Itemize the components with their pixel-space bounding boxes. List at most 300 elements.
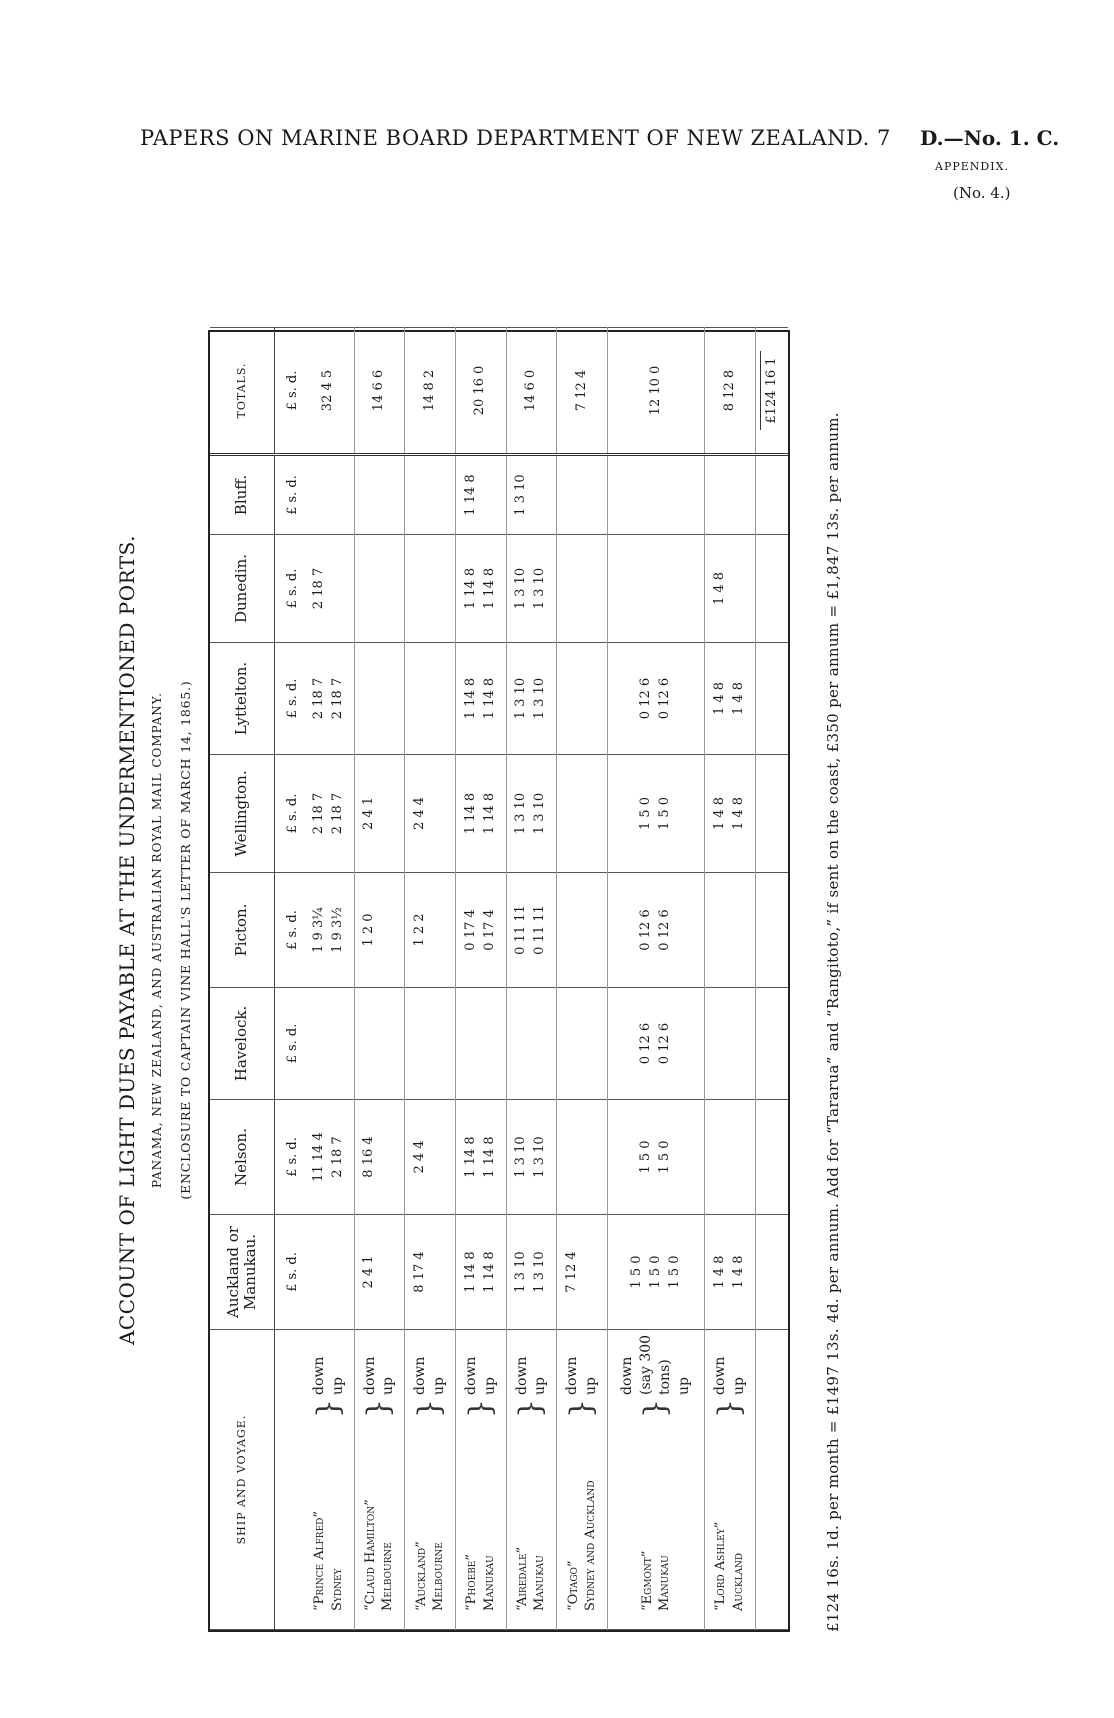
ship-route: Manukau: [532, 1555, 548, 1611]
dues-cell-havelock: [506, 988, 557, 1100]
dues-value: 2 4 4: [412, 1140, 428, 1174]
units-label: £ s. d.: [275, 328, 305, 455]
dues-value: 1 9 3½: [329, 907, 345, 953]
dues-cell-nelson: [354, 1100, 405, 1215]
dues-value: 2 4 1: [361, 1255, 377, 1289]
dues-cell-auckland: [506, 1215, 557, 1330]
dues-value: 1 3 10: [532, 1251, 548, 1293]
ship-voyage-cell: [455, 1330, 506, 1630]
dues-value: [582, 644, 601, 753]
dues-value: [656, 536, 675, 641]
dues-value: 8 17 4: [412, 1251, 428, 1293]
light-dues-table: [208, 330, 790, 1632]
brace-glyph: }: [310, 1399, 346, 1419]
dues-value: 1 5 0: [638, 1140, 654, 1174]
dues-value: 1 3 10: [532, 1136, 548, 1178]
dues-value: [531, 989, 550, 1098]
dues-value: 1 14 8: [462, 567, 478, 610]
dues-value: [582, 1101, 601, 1213]
dues-cell-bluff: [304, 455, 354, 535]
dues-value: [730, 989, 749, 1098]
row-total: 8 12 8: [705, 328, 756, 455]
ship-name: “Claud Hamilton”: [362, 1499, 378, 1611]
dues-value: [563, 1101, 582, 1213]
dues-cell-bluff: [354, 455, 405, 535]
ship-route: Auckland: [731, 1552, 746, 1611]
dues-value: [329, 457, 348, 533]
dues-value: [582, 536, 601, 641]
dues-value: 1 14 8: [481, 677, 497, 720]
dues-value: 2 4 4: [412, 796, 428, 831]
dues-cell-auckland: [304, 1215, 354, 1330]
units-label: £ s. d.: [275, 1100, 305, 1215]
ship-route: Sydney and Auckland: [583, 1480, 599, 1611]
dues-value: [637, 536, 656, 641]
dues-value: 2 18 7: [310, 567, 326, 610]
header-nelson: Nelson.: [210, 1100, 275, 1215]
dues-value: 1 14 8: [462, 1251, 478, 1293]
dues-value: [379, 1216, 398, 1328]
dues-value: 1 14 8: [481, 1136, 497, 1178]
units-row: [275, 328, 305, 1630]
header-auckland: Auckland or Manukau.: [210, 1215, 275, 1330]
blank-cell: [755, 535, 788, 643]
dues-cell-wellington: [557, 755, 608, 873]
ship-voyage-cell: [557, 1330, 608, 1630]
dues-value: 1 14 8: [462, 1136, 478, 1178]
blank-cell: [755, 1215, 788, 1330]
dues-value: 2 18 7: [310, 792, 326, 835]
ship-name: “Auckland”: [413, 1541, 429, 1611]
dues-cell-havelock: [354, 988, 405, 1100]
dues-value: [411, 536, 430, 641]
dues-value: [637, 457, 656, 533]
dues-value: [730, 1101, 749, 1213]
units-label: £ s. d.: [275, 988, 305, 1100]
dues-cell-lyttelton: [506, 643, 557, 755]
dues-value: 1 14 8: [481, 567, 497, 610]
dues-value: [430, 536, 449, 641]
dues-cell-dunedin: [608, 535, 705, 643]
dues-value: 7 12 4: [564, 1251, 580, 1293]
header-picton: Picton.: [210, 873, 275, 988]
dues-value: 0 12 6: [638, 1022, 654, 1065]
dues-value: [379, 756, 398, 871]
grand-total: £124 16 1: [760, 351, 784, 429]
dues-cell-dunedin: [455, 535, 506, 643]
units-label: £ s. d.: [275, 873, 305, 988]
dues-value: [730, 457, 749, 533]
appendix-number: (No. 4.): [953, 184, 1011, 202]
dues-value: 1 5 0: [647, 1255, 663, 1289]
dues-value: 0 12 6: [657, 909, 673, 951]
dues-cell-auckland: [354, 1215, 405, 1330]
brace-glyph: }: [361, 1399, 397, 1419]
dues-cell-havelock: [608, 988, 705, 1100]
dues-cell-wellington: [304, 755, 354, 873]
row-total: 14 8 2: [405, 328, 456, 455]
dues-value: [711, 874, 730, 986]
table-body: [275, 328, 789, 1630]
dues-cell-bluff: [455, 455, 506, 535]
dues-cell-picton: [354, 873, 405, 988]
dues-value: [411, 989, 430, 1098]
dues-cell-wellington: [354, 755, 405, 873]
dues-value: 1 5 0: [666, 1255, 682, 1289]
ship-route: Manukau: [481, 1555, 497, 1611]
dues-value: 1 5 0: [638, 796, 654, 831]
units-label: £ s. d.: [275, 455, 305, 535]
dues-cell-dunedin: [705, 535, 756, 643]
dues-cell-auckland: [557, 1215, 608, 1330]
dues-value: [582, 756, 601, 871]
dues-cell-picton: [506, 873, 557, 988]
dues-value: [430, 644, 449, 753]
dues-value: 2 4 1: [361, 796, 377, 831]
table-row: [304, 328, 354, 1630]
direction-down: down: [513, 1356, 530, 1395]
units-blank: [275, 1330, 305, 1630]
ship-voyage-cell: [354, 1330, 405, 1630]
dues-value: 1 4 8: [712, 571, 727, 606]
dues-value: [563, 644, 582, 753]
dues-value: [329, 989, 348, 1098]
row-total: 32 4 5: [304, 328, 354, 455]
dues-value: [310, 457, 329, 533]
dues-value: [360, 644, 379, 753]
dues-value: [656, 457, 675, 533]
dues-value: 1 2 0: [361, 913, 377, 947]
dues-cell-wellington: [455, 755, 506, 873]
dues-value: 1 4 8: [731, 681, 746, 716]
dues-value: [711, 457, 730, 533]
dues-value: [430, 874, 449, 986]
dues-value: 1 4 8: [712, 1255, 727, 1289]
dues-value: [360, 457, 379, 533]
header-havelock: Havelock.: [210, 988, 275, 1100]
dues-value: 1 3 10: [532, 792, 548, 835]
dues-cell-lyttelton: [304, 643, 354, 755]
blank-cell: [755, 1100, 788, 1215]
dues-cell-bluff: [608, 455, 705, 535]
direction-up: up: [583, 1377, 600, 1395]
ship-route: Sydney: [329, 1568, 345, 1611]
row-total: 7 12 4: [557, 328, 608, 455]
blank-cell: [755, 1330, 788, 1630]
dues-value: 2 18 7: [329, 792, 345, 835]
ship-route: Manukau: [657, 1555, 673, 1611]
dues-value: 1 14 8: [462, 792, 478, 835]
dues-value: [563, 536, 582, 641]
direction-down: down: [361, 1356, 378, 1395]
dues-value: 0 11 11: [532, 905, 548, 955]
dues-value: 1 3 10: [513, 474, 529, 516]
dues-value: [411, 644, 430, 753]
dues-value: 2 18 7: [329, 1136, 345, 1178]
dues-value: [430, 1101, 449, 1213]
dues-value: 0 12 6: [638, 677, 654, 720]
dues-value: [462, 989, 481, 1098]
row-total: 14 6 6: [354, 328, 405, 455]
dues-value: 0 11 11: [513, 905, 529, 955]
dues-value: 1 3 10: [532, 677, 548, 720]
table-subtitle: PANAMA, NEW ZEALAND, AND AUSTRALIAN ROYAL MAIL COMPANY.: [150, 692, 164, 1188]
direction-down: down (say 300 tons): [619, 1334, 674, 1395]
dues-cell-wellington: [506, 755, 557, 873]
dues-value: [379, 644, 398, 753]
dues-cell-havelock: [557, 988, 608, 1100]
dues-value: [379, 989, 398, 1098]
table-row: [354, 328, 405, 1630]
blank-cell: [755, 873, 788, 988]
dues-value: [379, 536, 398, 641]
dues-value: [563, 989, 582, 1098]
row-total: 12 10 0: [608, 328, 705, 455]
dues-cell-wellington: [405, 755, 456, 873]
dues-value: [563, 874, 582, 986]
dues-value: 0 17 4: [462, 909, 478, 951]
dues-cell-nelson: [405, 1100, 456, 1215]
dues-value: 1 4 8: [731, 796, 746, 831]
dues-value: [730, 536, 749, 641]
table-row: [506, 328, 557, 1630]
dues-cell-dunedin: [304, 535, 354, 643]
dues-value: 1 3 10: [513, 792, 529, 835]
dues-value: 11 14 4: [310, 1132, 326, 1182]
dues-value: [711, 989, 730, 1098]
running-title: PAPERS ON MARINE BOARD DEPARTMENT OF NEW ZEALAND. 7: [140, 126, 891, 150]
dues-value: [379, 874, 398, 986]
ship-route: Melbourne: [431, 1542, 447, 1611]
dues-value: [512, 989, 531, 1098]
dues-cell-nelson: [455, 1100, 506, 1215]
ship-voyage-cell: [506, 1330, 557, 1630]
dues-cell-lyttelton: [455, 643, 506, 755]
dues-value: [730, 874, 749, 986]
dues-value: 2 18 7: [329, 677, 345, 720]
dues-cell-dunedin: [557, 535, 608, 643]
dues-cell-nelson: [557, 1100, 608, 1215]
dues-value: 1 3 10: [513, 1251, 529, 1293]
dues-value: 1 3 10: [513, 1136, 529, 1178]
dues-cell-lyttelton: [405, 643, 456, 755]
header-lyttelton: Lyttelton.: [210, 643, 275, 755]
ship-voyage-cell: [304, 1330, 354, 1630]
dues-value: [329, 1216, 348, 1328]
dues-value: 1 3 10: [513, 677, 529, 720]
enclosure-note: (ENCLOSURE TO CAPTAIN VINE HALL'S LETTER OF MARCH 14, 1865.): [178, 680, 193, 1200]
dues-value: [430, 457, 449, 533]
dues-value: 1 14 8: [481, 792, 497, 835]
units-label: £ s. d.: [275, 755, 305, 873]
dues-value: 1 4 8: [712, 681, 727, 716]
direction-down: down: [712, 1356, 729, 1395]
dues-value: [329, 536, 348, 641]
dues-cell-bluff: [405, 455, 456, 535]
dues-cell-wellington: [705, 755, 756, 873]
dues-value: [360, 989, 379, 1098]
direction-up: up: [431, 1377, 448, 1395]
header-bluff: Bluff.: [210, 455, 275, 535]
brace-glyph: }: [513, 1399, 549, 1419]
row-total: 14 6 0: [506, 328, 557, 455]
dues-cell-picton: [405, 873, 456, 988]
ship-name: “Prince Alfred”: [312, 1510, 328, 1611]
ship-name: “Lord Ashley”: [713, 1521, 729, 1611]
dues-cell-havelock: [705, 988, 756, 1100]
dues-value: 0 12 6: [657, 1022, 673, 1065]
dues-cell-auckland: [608, 1215, 705, 1330]
dues-cell-bluff: [705, 455, 756, 535]
dues-value: [582, 457, 601, 533]
ship-name: “Airedale”: [514, 1546, 530, 1611]
table-row: [705, 328, 756, 1630]
ship-name: “Phoebe”: [464, 1553, 480, 1611]
dues-cell-havelock: [304, 988, 354, 1100]
ship-voyage-cell: [705, 1330, 756, 1630]
dues-cell-picton: [304, 873, 354, 988]
direction-up: up: [380, 1377, 397, 1395]
dues-cell-auckland: [405, 1215, 456, 1330]
direction-down: down: [564, 1356, 581, 1395]
brace-glyph: }: [412, 1399, 448, 1419]
dues-value: 1 9 3¼: [310, 907, 326, 953]
dues-value: [582, 989, 601, 1098]
dues-value: 2 18 7: [310, 677, 326, 720]
dues-value: [582, 874, 601, 986]
direction-down: down: [412, 1356, 429, 1395]
brace-glyph: }: [638, 1399, 674, 1419]
dues-value: 1 5 0: [628, 1255, 644, 1289]
dues-cell-picton: [557, 873, 608, 988]
dues-cell-havelock: [455, 988, 506, 1100]
dues-value: [481, 457, 500, 533]
dues-value: 0 17 4: [481, 909, 497, 951]
dues-value: 1 14 8: [481, 1251, 497, 1293]
table-title: ACCOUNT OF LIGHT DUES PAYABLE AT THE UNDERMENTIONED PORTS.: [115, 534, 139, 1346]
dues-cell-lyttelton: [354, 643, 405, 755]
direction-up: up: [731, 1377, 747, 1395]
grand-total-row: [755, 328, 788, 1630]
direction-down: down: [462, 1356, 479, 1395]
units-label: £ s. d.: [275, 643, 305, 755]
ship-route: Melbourne: [380, 1542, 396, 1611]
appendix-label: APPENDIX.: [935, 160, 1009, 173]
ship-voyage-cell: [608, 1330, 705, 1630]
direction-up: up: [532, 1377, 549, 1395]
dues-value: 1 14 8: [462, 474, 478, 516]
dues-cell-picton: [455, 873, 506, 988]
brace-glyph: }: [712, 1399, 747, 1419]
brace-glyph: }: [564, 1399, 600, 1419]
dues-value: [310, 1216, 329, 1328]
document-reference: D.—No. 1. C.: [920, 126, 1060, 150]
dues-value: [563, 457, 582, 533]
ship-voyage-cell: [405, 1330, 456, 1630]
dues-value: [430, 756, 449, 871]
footer-note: £124 16s. 1d. per month = £1497 13s. 4d. per annum. Add for “Tararua” and “Rangitoto,” if sent on the coast, £350 per annum = £1,847 13s. per annum.: [824, 412, 842, 1632]
blank-cell: [755, 643, 788, 755]
dues-cell-bluff: [506, 455, 557, 535]
dues-cell-havelock: [405, 988, 456, 1100]
dues-value: 8 16 4: [361, 1136, 377, 1178]
row-total: 20 16 0: [455, 328, 506, 455]
grand-total-cell: [755, 328, 788, 455]
dues-cell-lyttelton: [557, 643, 608, 755]
dues-cell-nelson: [304, 1100, 354, 1215]
ship-name: “Otago”: [565, 1560, 581, 1611]
table-row: [455, 328, 506, 1630]
direction-up: up: [481, 1377, 498, 1395]
blank-cell: [755, 455, 788, 535]
brace-glyph: }: [462, 1399, 498, 1419]
dues-value: 0 12 6: [638, 909, 654, 951]
dues-cell-auckland: [455, 1215, 506, 1330]
dues-value: 1 4 8: [731, 1255, 746, 1289]
direction-down: down: [310, 1356, 327, 1395]
dues-cell-nelson: [705, 1100, 756, 1215]
header-totals: TOTALS.: [210, 328, 275, 455]
dues-value: [430, 989, 449, 1098]
dues-value: 0 12 6: [657, 677, 673, 720]
dues-cell-nelson: [506, 1100, 557, 1215]
direction-up: up: [675, 1377, 692, 1395]
dues-cell-auckland: [705, 1215, 756, 1330]
direction-up: up: [329, 1377, 346, 1395]
dues-value: 1 5 0: [657, 796, 673, 831]
dues-value: 1 3 10: [513, 567, 529, 610]
table-row: [608, 328, 705, 1630]
dues-value: [531, 457, 550, 533]
dues-value: [430, 1216, 449, 1328]
dues-cell-wellington: [608, 755, 705, 873]
dues-value: 1 4 8: [712, 796, 727, 831]
dues-cell-bluff: [557, 455, 608, 535]
dues-value: [711, 1101, 730, 1213]
units-label: £ s. d.: [275, 1215, 305, 1330]
rotated-table-page: [100, 190, 910, 1690]
dues-value: [411, 457, 430, 533]
dues-cell-dunedin: [405, 535, 456, 643]
dues-value: [563, 756, 582, 871]
header-dunedin: Dunedin.: [210, 535, 275, 643]
header-wellington: Wellington.: [210, 755, 275, 873]
dues-cell-picton: [608, 873, 705, 988]
dues-cell-dunedin: [506, 535, 557, 643]
table-row: [405, 328, 456, 1630]
dues-value: [481, 989, 500, 1098]
units-label: £ s. d.: [275, 535, 305, 643]
dues-cell-lyttelton: [608, 643, 705, 755]
dues-value: 1 3 10: [532, 567, 548, 610]
blank-cell: [755, 988, 788, 1100]
blank-cell: [755, 755, 788, 873]
dues-cell-picton: [705, 873, 756, 988]
table-row: [557, 328, 608, 1630]
ship-name: “Egmont”: [639, 1550, 655, 1611]
dues-cell-nelson: [608, 1100, 705, 1215]
dues-value: [582, 1216, 601, 1328]
header-ship-voyage: SHIP AND VOYAGE.: [210, 1330, 275, 1630]
dues-cell-lyttelton: [705, 643, 756, 755]
dues-value: [379, 1101, 398, 1213]
dues-cell-dunedin: [354, 535, 405, 643]
dues-value: 1 2 2: [412, 913, 428, 947]
dues-value: 1 5 0: [657, 1140, 673, 1174]
dues-value: [310, 989, 329, 1098]
dues-value: [360, 536, 379, 641]
dues-value: 1 14 8: [462, 677, 478, 720]
